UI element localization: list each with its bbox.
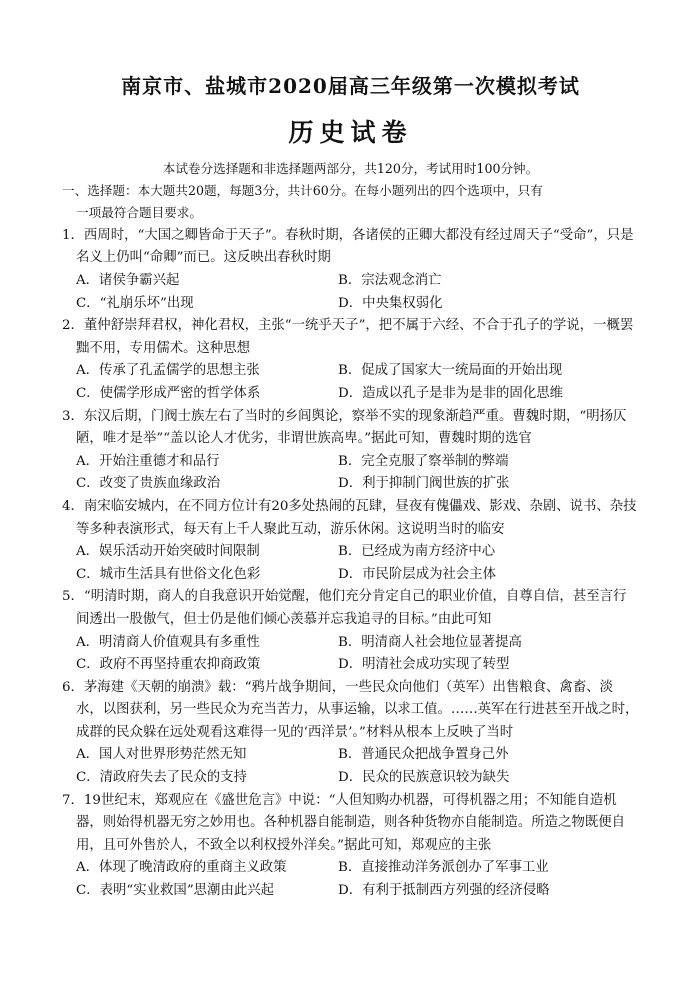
option-b: B．促成了国家大一统局面的开始出现 — [338, 363, 563, 379]
option-a: A．传承了孔孟儒学的思想主张 — [76, 363, 260, 379]
question-stem: 7．19世纪末，郑观应在《盛世危言》中说：“人但知购办机器，可得机器之用；不知能自造机器，则始得机器无穷之妙用也。各种机器自能制造，则各种货物亦自能制造。所造之物既便自用，且可外售於人，不致全以利权授外洋矣。”据此可知，郑观应的主张 — [62, 792, 626, 853]
question-stem: 4．南宋临安城内，在不同方位计有20多处热闹的瓦肆，昼夜有傀儡戏、影戏、杂剧、说书、杂技等多种表演形式，每天有上千人聚此互动，游乐休闲。这说明当时的临安 — [62, 498, 637, 537]
question-options — [62, 270, 639, 315]
option-d: D．明清社会成功实现了转型 — [338, 657, 510, 673]
question-stem: 1．西周时，“大国之卿皆命于天子”。春秋时期，各诸侯的正卿大都没有经过周天子“受命”，只是名义上仍叫“命卿”而已。这反映出春秋时期 — [62, 227, 634, 266]
question-options — [62, 857, 639, 902]
question-stem: 2．董仲舒崇拜君权，神化君权，主张“一统乎天子”，把不属于六经、不合于孔子的学说，一概罢黜不用，专用儒术。这种思想 — [62, 318, 634, 356]
exam-title: 南京市、盐城市2020届高三年级第一次模拟考试 — [121, 74, 580, 98]
option-a: A．体现了晚清政府的重商主义政策 — [76, 860, 287, 876]
question-options — [62, 360, 639, 405]
question-options — [62, 632, 639, 677]
option-a: A．开始注重德才和品行 — [76, 453, 220, 469]
option-d: D．有利于抵制西方列强的经济侵略 — [338, 883, 550, 899]
option-b: B．直接推动洋务派创办了军事工业 — [338, 860, 549, 876]
question-stem: 3．东汉后期，门阀士族左右了当时的乡闾舆论，察举不实的现象渐趋严重。曹魏时期，“明扬仄陋，唯才是举”“盖以论人才优劣，非谓世族高卑。”据此可知，曹魏时期的选官 — [62, 408, 627, 447]
option-a: A．娱乐活动开始突破时间限制 — [76, 544, 260, 560]
option-b: B．明清商人社会地位显著提高 — [338, 634, 522, 650]
option-a: A．明清商人价值观具有多重性 — [76, 634, 260, 650]
option-d: D．市民阶层成为社会主体 — [338, 566, 497, 582]
option-c: C．清政府失去了民众的支持 — [76, 770, 247, 786]
question-options — [62, 744, 639, 789]
option-d: D．利于抑制门阀世族的扩张 — [338, 476, 510, 492]
option-a: A．国人对世界形势茫然无知 — [76, 747, 247, 763]
question-2 — [62, 315, 639, 405]
option-d: D．中央集权弱化 — [338, 295, 443, 311]
option-c: C．表明“实业救国”思潮由此兴起 — [76, 883, 275, 899]
option-c: C．政府不再坚持重农抑商政策 — [76, 657, 261, 673]
question-4 — [62, 496, 639, 586]
option-b: B．完全克服了察举制的弊端 — [338, 453, 509, 469]
question-5 — [62, 586, 639, 676]
question-3 — [62, 406, 639, 496]
exam-subject-title: 历史试卷 — [288, 118, 413, 147]
question-options — [62, 451, 639, 496]
question-options — [62, 541, 639, 586]
option-c: C．城市生活具有世俗文化色彩 — [76, 566, 261, 582]
question-7 — [62, 790, 639, 903]
section-heading — [62, 180, 639, 225]
question-6 — [62, 677, 639, 790]
option-c: C．“礼崩乐坏”出现 — [76, 295, 194, 311]
option-c: C．改变了贵族血缘政治 — [76, 476, 221, 492]
option-b: B．普通民众把战争置身己外 — [338, 747, 509, 763]
section-heading-line1: 一、选择题：本大题共20题，每题3分，共计60分。在每小题列出的四个选项中，只有 — [62, 183, 543, 198]
option-b: B．已经成为南方经济中心 — [338, 544, 496, 560]
question-1 — [62, 225, 639, 315]
question-stem: 6．茅海建《天朝的崩溃》载：“鸦片战争期间，一些民众向他们（英军）出售粮食、禽畜、淡水，以图获利，另一些民众为充当苦力，从事运输，以求工值。……英军在行进甚至开战之时，成群的民众躲在远处观看这难得一见的‘西洋景’。”材料从根本上反映了当时 — [62, 679, 639, 740]
exam-intro: 本试卷分选择题和非选择题两部分，共120分，考试用时100分钟。 — [162, 161, 539, 176]
option-c: C．使儒学形成严密的哲学体系 — [76, 385, 261, 401]
option-d: D．造成以孔子是非为是非的固化思维 — [338, 385, 563, 401]
option-a: A．诸侯争霸兴起 — [76, 273, 180, 288]
option-d: D．民众的民族意识较为缺失 — [338, 770, 510, 786]
option-b: B．宗法观念消亡 — [338, 273, 442, 288]
question-stem: 5．“明清时期，商人的自我意识开始觉醒，他们充分肯定自己的职业价值，自尊自信，甚至言行间透出一股傲气，但士仍是他们倾心羡慕并忘我追寻的目标。”由此可知 — [62, 589, 627, 627]
section-heading-line2: 一项最符合题目要求。 — [76, 205, 202, 221]
